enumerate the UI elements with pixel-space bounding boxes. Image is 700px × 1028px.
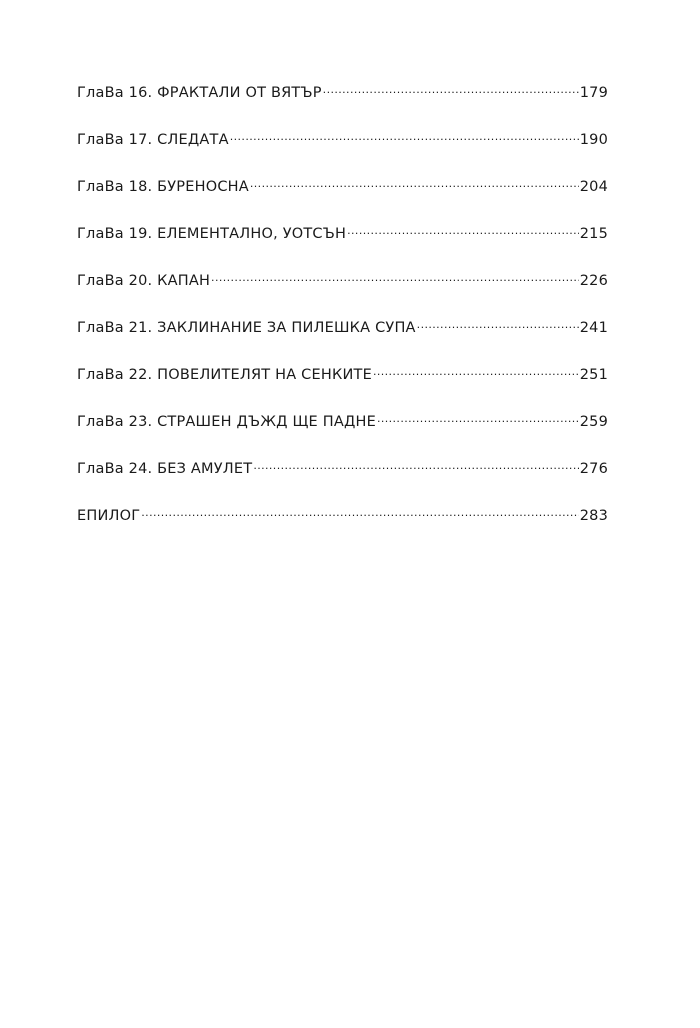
toc-entry-page: 251 [579, 366, 608, 383]
toc-entry-page: 259 [579, 413, 608, 430]
toc-dot-leader [377, 411, 579, 426]
toc-dot-leader [141, 505, 578, 520]
toc-entry-title: ГлаВа 17. СЛЕДАТА [77, 131, 229, 148]
toc-entry-chapter-23[interactable] [77, 411, 608, 458]
toc-entry-chapter-19[interactable] [77, 223, 608, 270]
toc-dot-leader [323, 82, 579, 97]
table-of-contents [77, 82, 608, 552]
toc-entry-chapter-16[interactable] [77, 82, 608, 129]
toc-entry-page: 241 [579, 319, 608, 336]
toc-dot-leader [373, 364, 579, 379]
toc-entry-title: ГлаВа 19. ЕЛЕМЕНТАЛНО, УОТСЪН [77, 225, 347, 242]
toc-entry-page: 283 [579, 507, 608, 524]
toc-dot-leader [230, 129, 579, 144]
toc-entry-title: ГлаВа 20. КАПАН [77, 272, 211, 289]
toc-entry-title: ЕПИЛОГ [77, 507, 141, 524]
toc-entry-page: 226 [579, 272, 608, 289]
toc-entry-chapter-21[interactable] [77, 317, 608, 364]
toc-entry-title: ГлаВа 23. СТРАШЕН ДЪЖД ЩЕ ПАДНЕ [77, 413, 376, 430]
toc-entry-title: ГлаВа 22. ПОВЕЛИТЕЛЯТ НА СЕНКИТЕ [77, 366, 372, 383]
toc-entry-title: ГлаВа 21. ЗАКЛИНАНИЕ ЗА ПИЛЕШКА СУПА [77, 319, 416, 336]
toc-dot-leader [347, 223, 579, 238]
toc-entry-page: 204 [579, 178, 608, 195]
toc-entry-page: 276 [579, 460, 608, 477]
toc-entry-title: ГлаВа 18. БУРЕНОСНА [77, 178, 249, 195]
toc-dot-leader [417, 317, 579, 332]
toc-entry-title: ГлаВа 16. ФРАКТАЛИ ОТ ВЯТЪР [77, 84, 322, 101]
toc-dot-leader [211, 270, 579, 285]
toc-entry-page: 190 [579, 131, 608, 148]
toc-entry-page: 215 [579, 225, 608, 242]
toc-entry-title: ГлаВа 24. БЕЗ АМУЛЕТ [77, 460, 253, 477]
toc-entry-chapter-20[interactable] [77, 270, 608, 317]
toc-entry-page: 179 [579, 84, 608, 101]
toc-dot-leader [253, 458, 578, 473]
toc-entry-chapter-24[interactable] [77, 458, 608, 505]
toc-dot-leader [250, 176, 579, 191]
toc-entry-chapter-22[interactable] [77, 364, 608, 411]
toc-entry-chapter-18[interactable] [77, 176, 608, 223]
toc-entry-epilogue[interactable] [77, 505, 608, 552]
toc-entry-chapter-17[interactable] [77, 129, 608, 176]
